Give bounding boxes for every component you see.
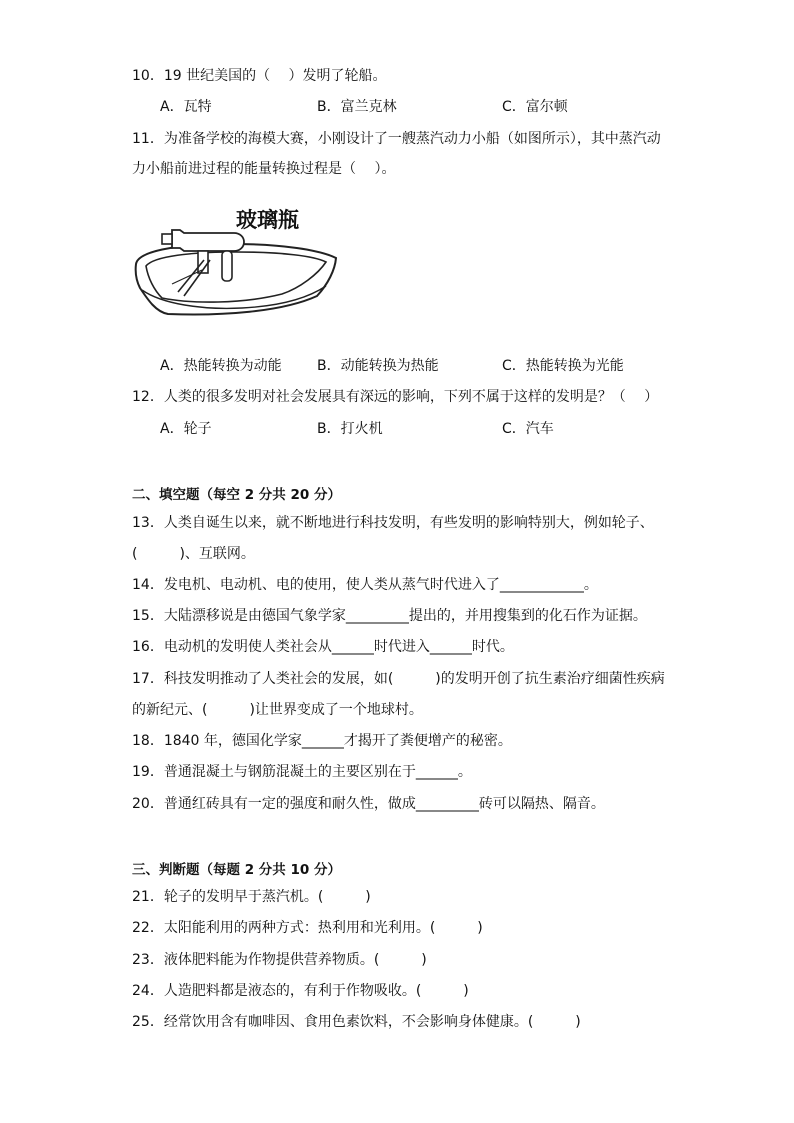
q10-option-a: A．瓦特 — [160, 99, 212, 115]
q11-option-b: B．动能转换为热能 — [317, 358, 439, 374]
question-18: 18．1840 年，德国化学家______才揭开了粪便增产的秘密。 — [132, 733, 512, 749]
q11-option-c: C．热能转换为光能 — [502, 358, 624, 374]
question-14: 14．发电机、电动机、电的使用，使人类从蒸气时代进入了____________。 — [132, 577, 598, 593]
glass-bottle-label: 玻璃瓶 — [236, 208, 299, 232]
question-24: 24．人造肥料都是液态的，有利于作物吸收。( ) — [132, 983, 469, 999]
question-10: 10．19 世纪美国的（ ）发明了轮船。 — [132, 68, 387, 84]
question-20: 20．普通红砖具有一定的强度和耐久性，做成_________砖可以隔热、隔音。 — [132, 796, 605, 812]
question-22: 22．太阳能利用的两种方式：热利用和光利用。( ) — [132, 920, 483, 936]
burner-icon — [222, 251, 232, 281]
q12-option-b: B．打火机 — [317, 421, 383, 437]
question-25: 25．经常饮用含有咖啡因、食用色素饮料，不会影响身体健康。( ) — [132, 1014, 581, 1030]
question-15: 15．大陆漂移说是由德国气象学家_________提出的，并用搜集到的化石作为证据。 — [132, 608, 647, 624]
question-16: 16．电动机的发明使人类社会从______时代进入______时代。 — [132, 639, 514, 655]
section-3-title: 三、判断题（每题 2 分共 10 分） — [132, 862, 341, 878]
question-19: 19．普通混凝土与钢筋混凝土的主要区别在于______。 — [132, 764, 472, 780]
steam-boat-figure — [132, 200, 342, 332]
question-13-line-2: ( )、互联网。 — [132, 546, 255, 562]
question-23: 23．液体肥料能为作物提供营养物质。( ) — [132, 952, 427, 968]
boat-hull — [136, 244, 336, 314]
q11-option-a: A．热能转换为动能 — [160, 358, 282, 374]
q12-option-c: C．汽车 — [502, 421, 554, 437]
q12-option-a: A．轮子 — [160, 421, 212, 437]
question-11-line-1: 11．为准备学校的海模大赛，小刚设计了一艘蒸汽动力小船（如图所示），其中蒸汽动 — [132, 131, 661, 147]
question-21: 21．轮子的发明早于蒸汽机。( ) — [132, 889, 371, 905]
section-2-title: 二、填空题（每空 2 分共 20 分） — [132, 487, 341, 503]
q10-option-c: C．富尔顿 — [502, 99, 568, 115]
question-17-line-2: 的新纪元、( )让世界变成了一个地球村。 — [132, 702, 423, 718]
q10-option-b: B．富兰克林 — [317, 99, 397, 115]
glass-bottle-icon — [172, 230, 244, 251]
question-17-line-1: 17．科技发明推动了人类社会的发展，如( )的发明开创了抗生素治疗细菌性疾病 — [132, 671, 665, 687]
boat-inner-rim — [146, 252, 326, 302]
question-11-line-2: 力小船前进过程的能量转换过程是（ ）。 — [132, 161, 396, 177]
question-12: 12．人类的很多发明对社会发展具有深远的影响，下列不属于这样的发明是？（ ） — [132, 389, 659, 405]
question-13-line-1: 13．人类自诞生以来，就不断地进行科技发明，有些发明的影响特别大，例如轮子、 — [132, 515, 654, 531]
